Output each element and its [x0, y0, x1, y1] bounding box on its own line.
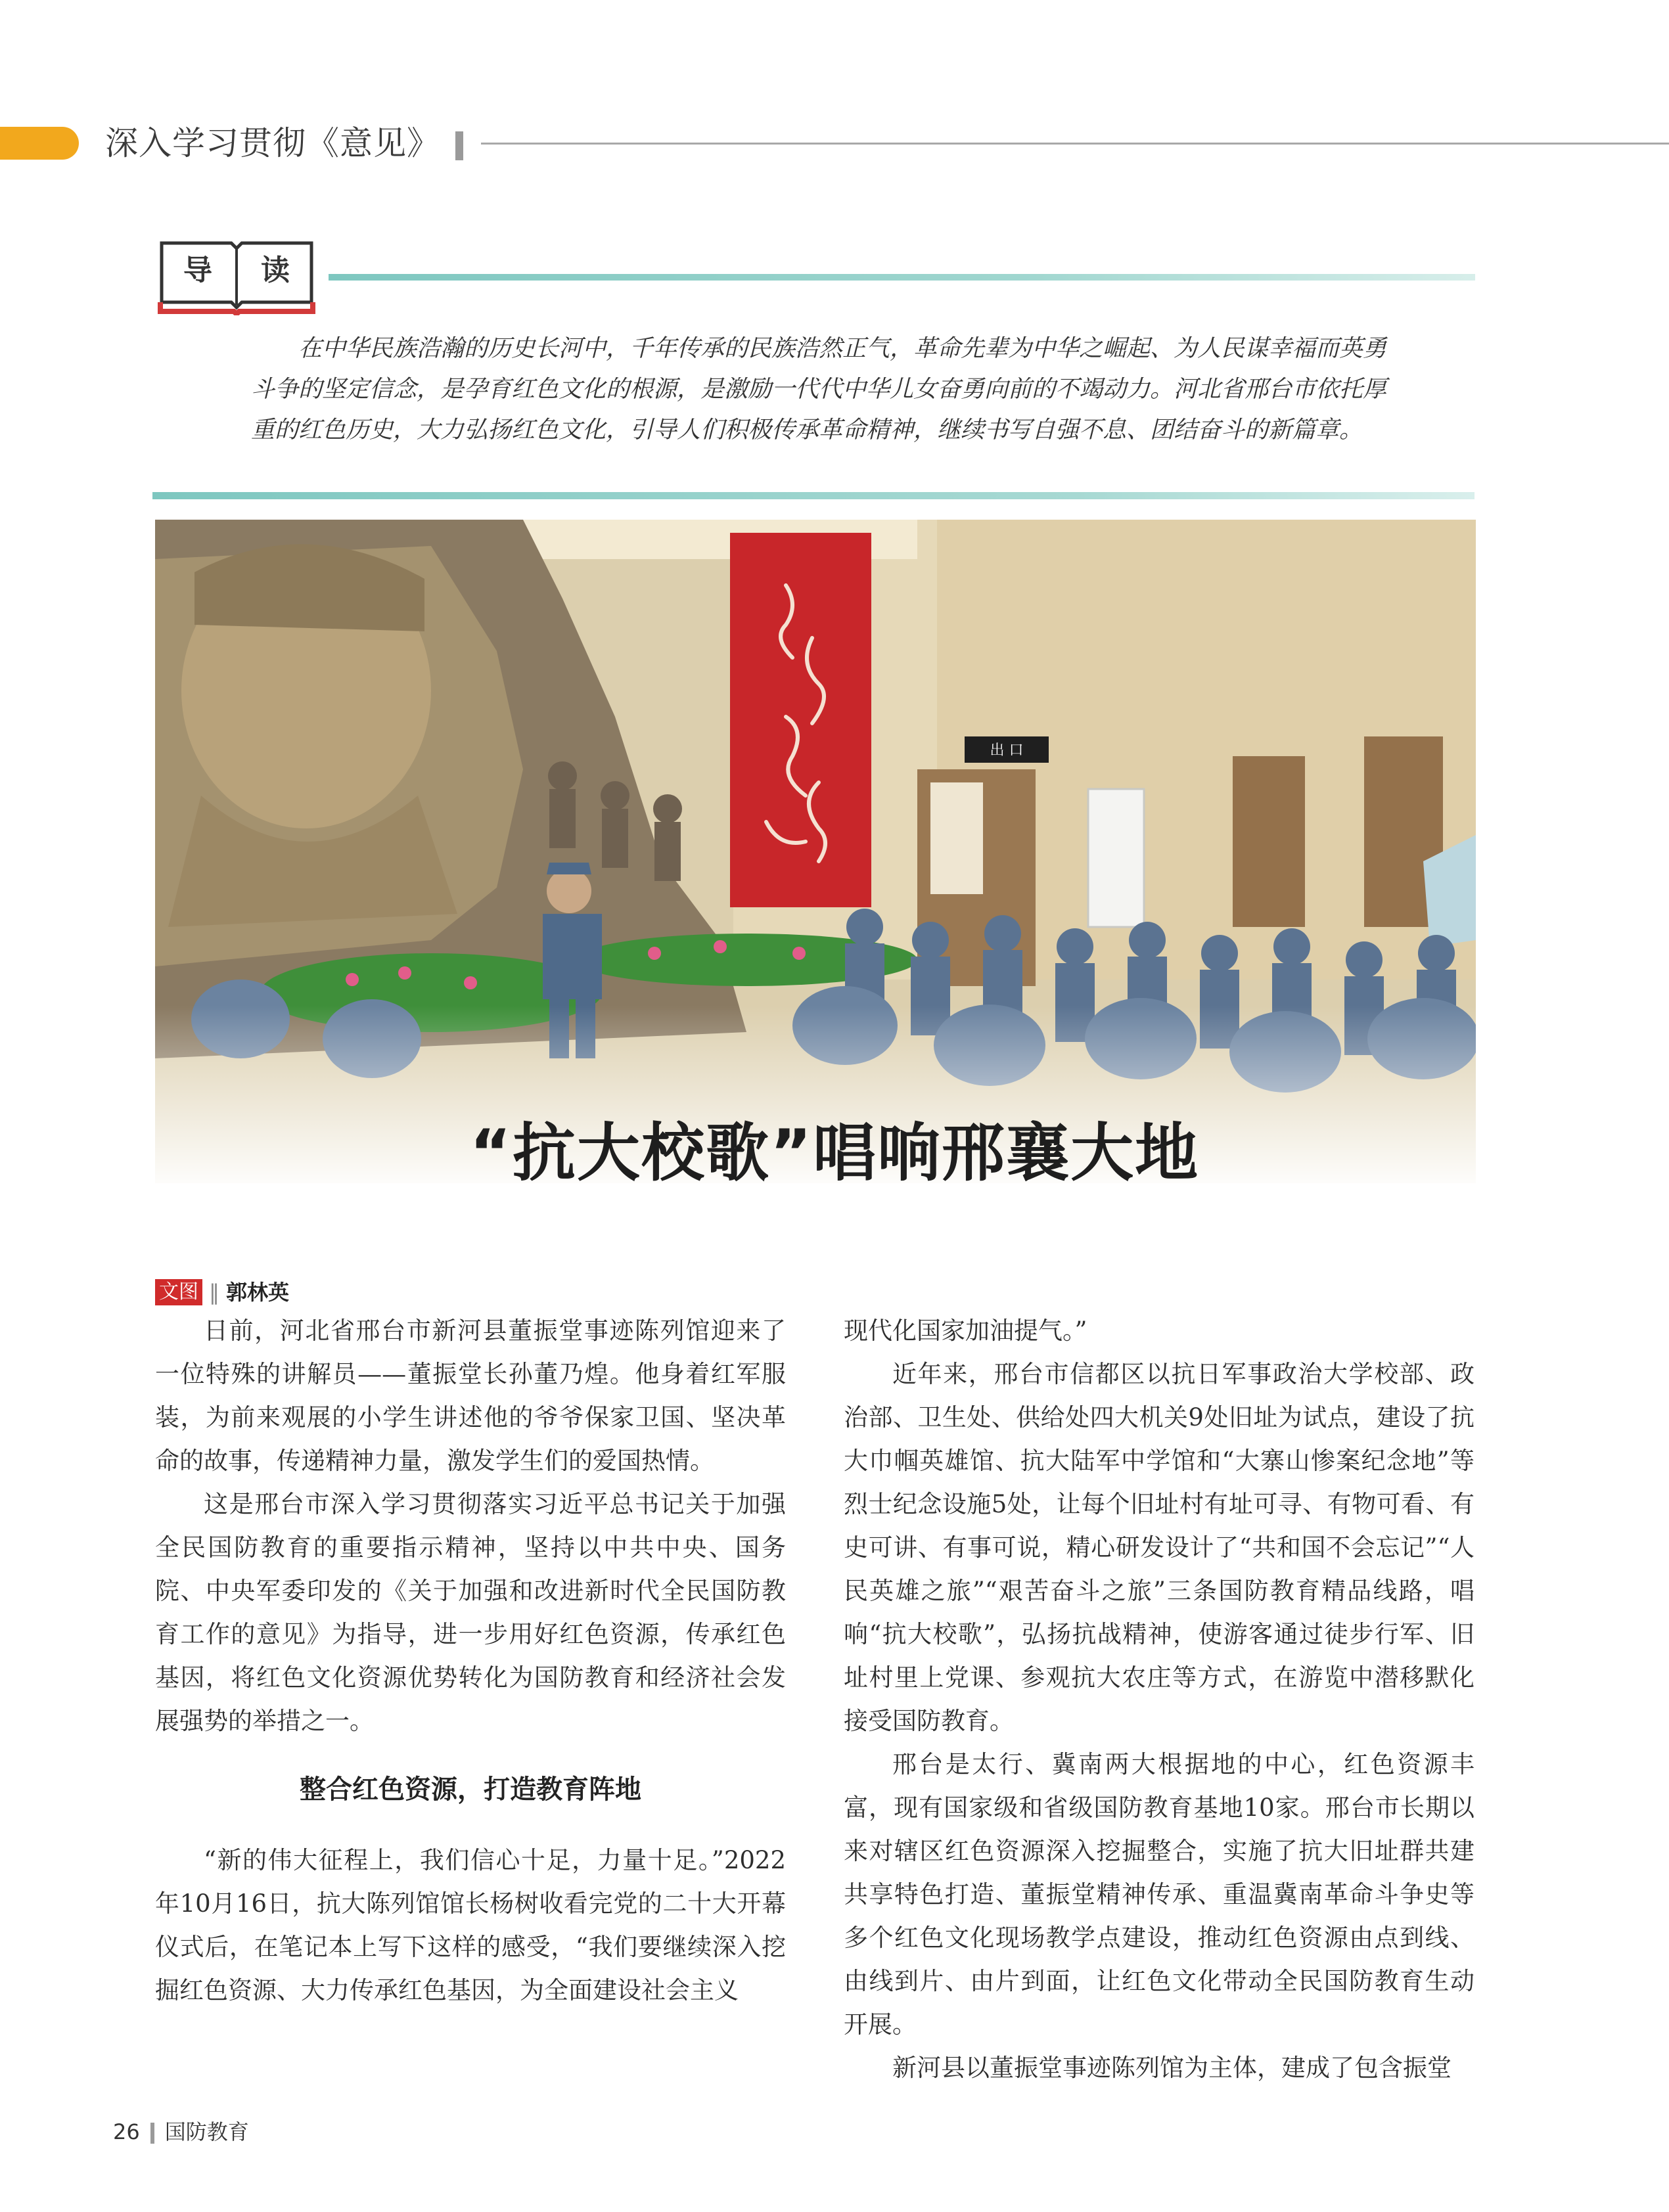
footer-divider [150, 2123, 154, 2144]
intro-rule-bottom [152, 492, 1475, 499]
header-rule [481, 143, 1669, 145]
body-paragraph: “新的伟大征程上，我们信心十足，力量十足。”2022年10月16日，抗大陈列馆馆长杨树收看完党的二十大开幕仪式后，在笔记本上写下这样的感受，“我们要继续深入挖掘红色资源、大力传承红色基因，为全面建设社会主义 [155, 1846, 786, 2004]
intro-badge [158, 237, 315, 315]
byline-tag: 文图 [155, 1279, 202, 1305]
byline-separator: ‖ [209, 1280, 219, 1305]
body-paragraph: 新河县以董振堂事迹陈列馆为主体，建成了包含振堂 [892, 2054, 1452, 2082]
page-footer [113, 2115, 249, 2148]
section-title: 深入学习贯彻《意见》 [105, 124, 440, 162]
body-paragraph: 邢台是太行、冀南两大根据地的中心，红色资源丰富，现有国家级和省级国防教育基地10家。邢台市长期以来对辖区红色资源深入挖掘整合，实施了抗大旧址群共建共享特色打造、董振堂精神传承、重温冀南革命斗争史等多个红色文化现场教学点建设，推动红色资源由点到线、由线到片、由片到面，让红色文化带动全民国防教育生动开展。 [844, 1750, 1475, 2039]
page-number: 26 [113, 2119, 140, 2144]
intro-text [251, 328, 1407, 451]
body-paragraph: 日前，河北省邢台市新河县董振堂事迹陈列馆迎来了一位特殊的讲解员——董振堂长孙董乃煌。他身着红军服装，为前来观展的小学生讲述他的爷爷保家卫国、坚决革命的故事，传递精神力量，激发学生们的爱国热情。 [155, 1317, 786, 1475]
section-title-bar [455, 131, 463, 160]
body-paragraph-continuation: 现代化国家加油提气。” [844, 1317, 1087, 1345]
article-photo [155, 520, 1476, 1183]
intro-paragraph: 在中华民族浩瀚的历史长河中，千年传承的民族浩然正气，革命先辈为中华之崛起、为人民谋幸福而英勇斗争的坚定信念，是孕育红色文化的根源，是激励一代代中华儿女奋勇向前的不竭动力。河北省邢台市依托厚重的红色历史，大力弘扬红色文化，引导人们积极传承革命精神，继续书写自强不息、团结奋斗的新篇章。 [251, 335, 1387, 443]
intro-label-char: 导 [183, 254, 212, 287]
exit-sign: 出 口 [990, 742, 1024, 759]
body-paragraph: 近年来，邢台市信都区以抗日军事政治大学校部、政治部、卫生处、供给处四大机关9处旧址为试点，建设了抗大巾帼英雄馆、抗大陆军中学馆和“大寨山惨案纪念地”等烈士纪念设施5处，让每个旧址村有址可寻、有物可看、有史可讲、有事可说，精心研发设计了“共和国不会忘记”“人民英雄之旅”“艰苦奋斗之旅”三条国防教育精品线路，唱响“抗大校歌”，弘扬抗战精神，使游客通过徒步行军、旧址村里上党课、参观抗大农庄等方式，在游览中潜移默化接受国防教育。 [844, 1360, 1475, 1735]
intro-rule-top [329, 274, 1475, 281]
author-name: 郭林英 [226, 1280, 290, 1305]
section-tab-marker [0, 127, 79, 160]
body-column-right [844, 1309, 1475, 2090]
body-paragraph: 这是邢台市深入学习贯彻落实习近平总书记关于加强全民国防教育的重要指示精神，坚持以中共中央、国务院、中央军委印发的《关于加强和改进新时代全民国防教育工作的意见》为指导，进一步用好红色资源，传承红色基因，将红色文化资源优势转化为国防教育和经济社会发展强势的举措之一。 [155, 1490, 786, 1735]
intro-label-char: 读 [261, 254, 290, 287]
article-title: “抗大校歌”唱响邢襄大地 [469, 1116, 1200, 1190]
byline [155, 1275, 289, 1307]
body-column-left [155, 1309, 786, 2012]
magazine-name: 国防教育 [164, 2119, 249, 2144]
section-subheading: 整合红色资源，打造教育阵地 [300, 1774, 641, 1805]
